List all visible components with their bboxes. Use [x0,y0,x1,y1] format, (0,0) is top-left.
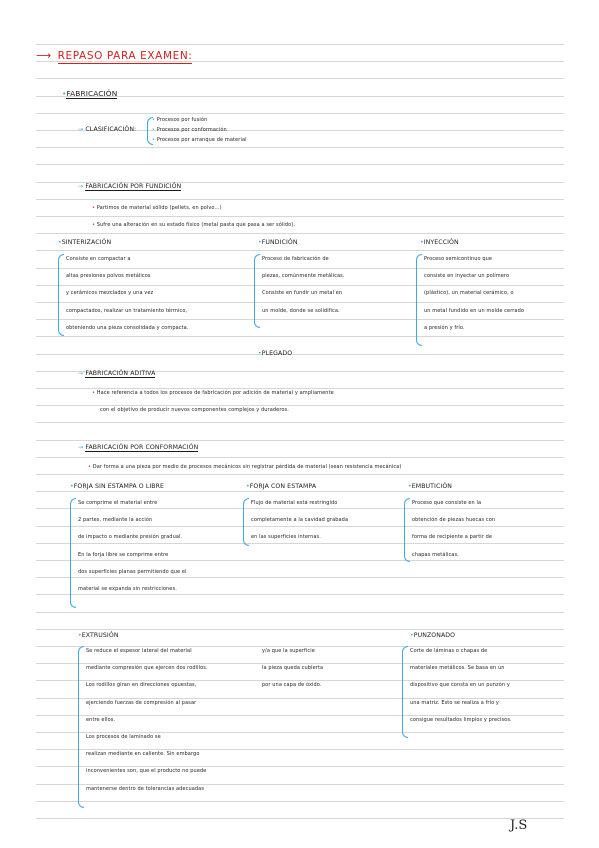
text-line: y cerámicos mezclados y una vez [66,290,154,297]
aditiva-heading: → FABRICACIÓN ADITIVA [78,370,156,377]
conformacion-note: • Dar forma a una pieza por medio de procesos mecánicos sin registrar pérdida de material (sean resistencia mecánica) [88,464,402,470]
text-line: En la forja libre se comprime entre [78,551,169,558]
text-line: y/a que la superficie [262,648,315,654]
text-line: Proceso que consiste en la [412,500,482,506]
text-line: Proceso de fabricación de [262,256,329,262]
page-title: ⟶ REPASO PARA EXAMEN: [36,50,193,62]
fundicion-heading: •FUNDICIÓN [258,239,298,246]
text-line: Consiste en fundir un metal en [262,290,343,297]
text-line: a presión y frío. [424,324,465,331]
text-line: dispositivo que consta en un punzón y [410,682,510,689]
embuticion-heading: •EMBUTICIÓN [408,483,453,490]
text-line: compactados, realizar un tratamiento térmico, [66,307,188,314]
text-line: Los procesos de laminado se [86,734,161,740]
brace-icon [416,254,422,346]
brace-icon [78,646,84,808]
text-line: realizan mediante en caliente. Sin embargo [86,751,200,758]
forja-estampa-heading: •FORJA CON ESTAMPA [246,483,317,490]
conformacion-heading: → FABRICACIÓN POR CONFORMACIÓN [78,444,199,451]
brace-icon [254,254,260,328]
process-item: • Procesos por conformación [152,127,227,133]
text-line: mediante compresión que ejercen dos rodillos. [86,665,208,672]
text-line: en las superficies internas. [251,534,321,541]
text-line: Los rodillos giran en direcciones opuestas, [86,682,197,689]
text-line: entre ellos. [86,716,116,723]
fusion-note: • Sufre una alteración en su estado físico (metal pasta que pasa a ser sólido). [92,222,296,228]
brace-icon [402,646,408,738]
text-line: Consiste en compactar a [66,256,131,262]
forja-libre-heading: •FORJA SIN ESTAMPA O LIBRE [70,483,165,490]
text-line: por una capa de óxido. [262,682,322,689]
text-line: Proceso semicontinuo que [424,256,493,262]
brace-icon [58,254,64,336]
process-item: • Procesos por fusión [152,117,208,123]
text-line: material se expanda sin restricciones. [78,586,177,592]
text-line: obteniendo una pieza consolidada y compacta. [66,324,189,331]
text-line: consigue resultados limpios y precisos. [410,716,512,723]
fusion-heading: → FABRICACIÓN POR FUNDICIÓN [78,183,182,190]
process-item: • Procesos por arranque de material [152,137,247,143]
fabricacion-heading: •FABRICACIÓN [62,89,118,98]
text-line: Flujo de material está restringido [251,500,338,506]
aditiva-line: con el objetivo de producir nuevos componentes complejos y duraderos. [100,407,289,413]
inyeccion-heading: •INYECCIÓN [420,239,459,246]
text-line: forma de recipiente a partir de [412,534,493,541]
arrow-right-icon: → [78,126,84,133]
text-line: chapas metálicas. [412,551,459,558]
aditiva-line: • Hace referencia a todos los procesos de fabricación por adición de material y ampliamente [92,390,334,396]
text-line: un metal fundido en un molde cerrado [424,307,525,314]
brace-icon [404,498,410,562]
text-line: piezas, comúnmente metálicas. [262,273,345,280]
text-line: (plástico), un material cerámico, o [424,290,514,297]
text-line: materiales metálicos. Se basa en un [410,665,505,672]
text-line: consiste en inyectar un polímero [424,273,510,280]
brace-icon [70,498,76,608]
text-line: Corte de láminas o chapas de [410,648,488,654]
plegado-heading: •PLEGADO [258,350,293,357]
punzonado-heading: •PUNZONADO [410,632,456,639]
text-line: un molde, donde se solidifica. [262,307,340,314]
text-line: de impacto o mediante presión gradual. [78,534,183,541]
fusion-note: • Partimos de material sólido (pellets, en polvo...) [92,205,222,211]
text-line: una matriz. Esto se realiza a frío y [410,699,499,706]
sinterizacion-heading: •SINTERIZACIÓN [58,239,112,246]
text-line: obtención de piezas huecas con [412,517,496,524]
arrow-right-icon: ⟶ [36,50,52,62]
text-line: 2 partes, mediante la acción [78,517,153,524]
text-line: mantenerse dentro de tolerancias adecuadas [86,785,205,792]
text-line: inconvenientes son, que el producto no puede [86,768,207,775]
text-line: dos superficies planas permitiendo que el [78,568,187,575]
text-line: Se reduce el espesor lateral del material [86,648,192,654]
signature: J.S [510,818,528,833]
text-line: completamente a la cavidad grabada [251,517,349,524]
text-line: altas presiones polvos metálicos [66,273,151,280]
text-line: la pieza queda cubierta [262,665,324,672]
text-line: Se comprime el material entre [78,500,158,506]
bullet-dot-icon: • [62,89,67,98]
brace-icon [243,498,249,546]
text-line: ejerciendo fuerzas de compresión al pasar [86,699,197,706]
clasificacion-label: → CLASIFICACIÓN: [78,126,137,133]
extrusion-heading: •EXTRUSIÓN [78,632,119,639]
